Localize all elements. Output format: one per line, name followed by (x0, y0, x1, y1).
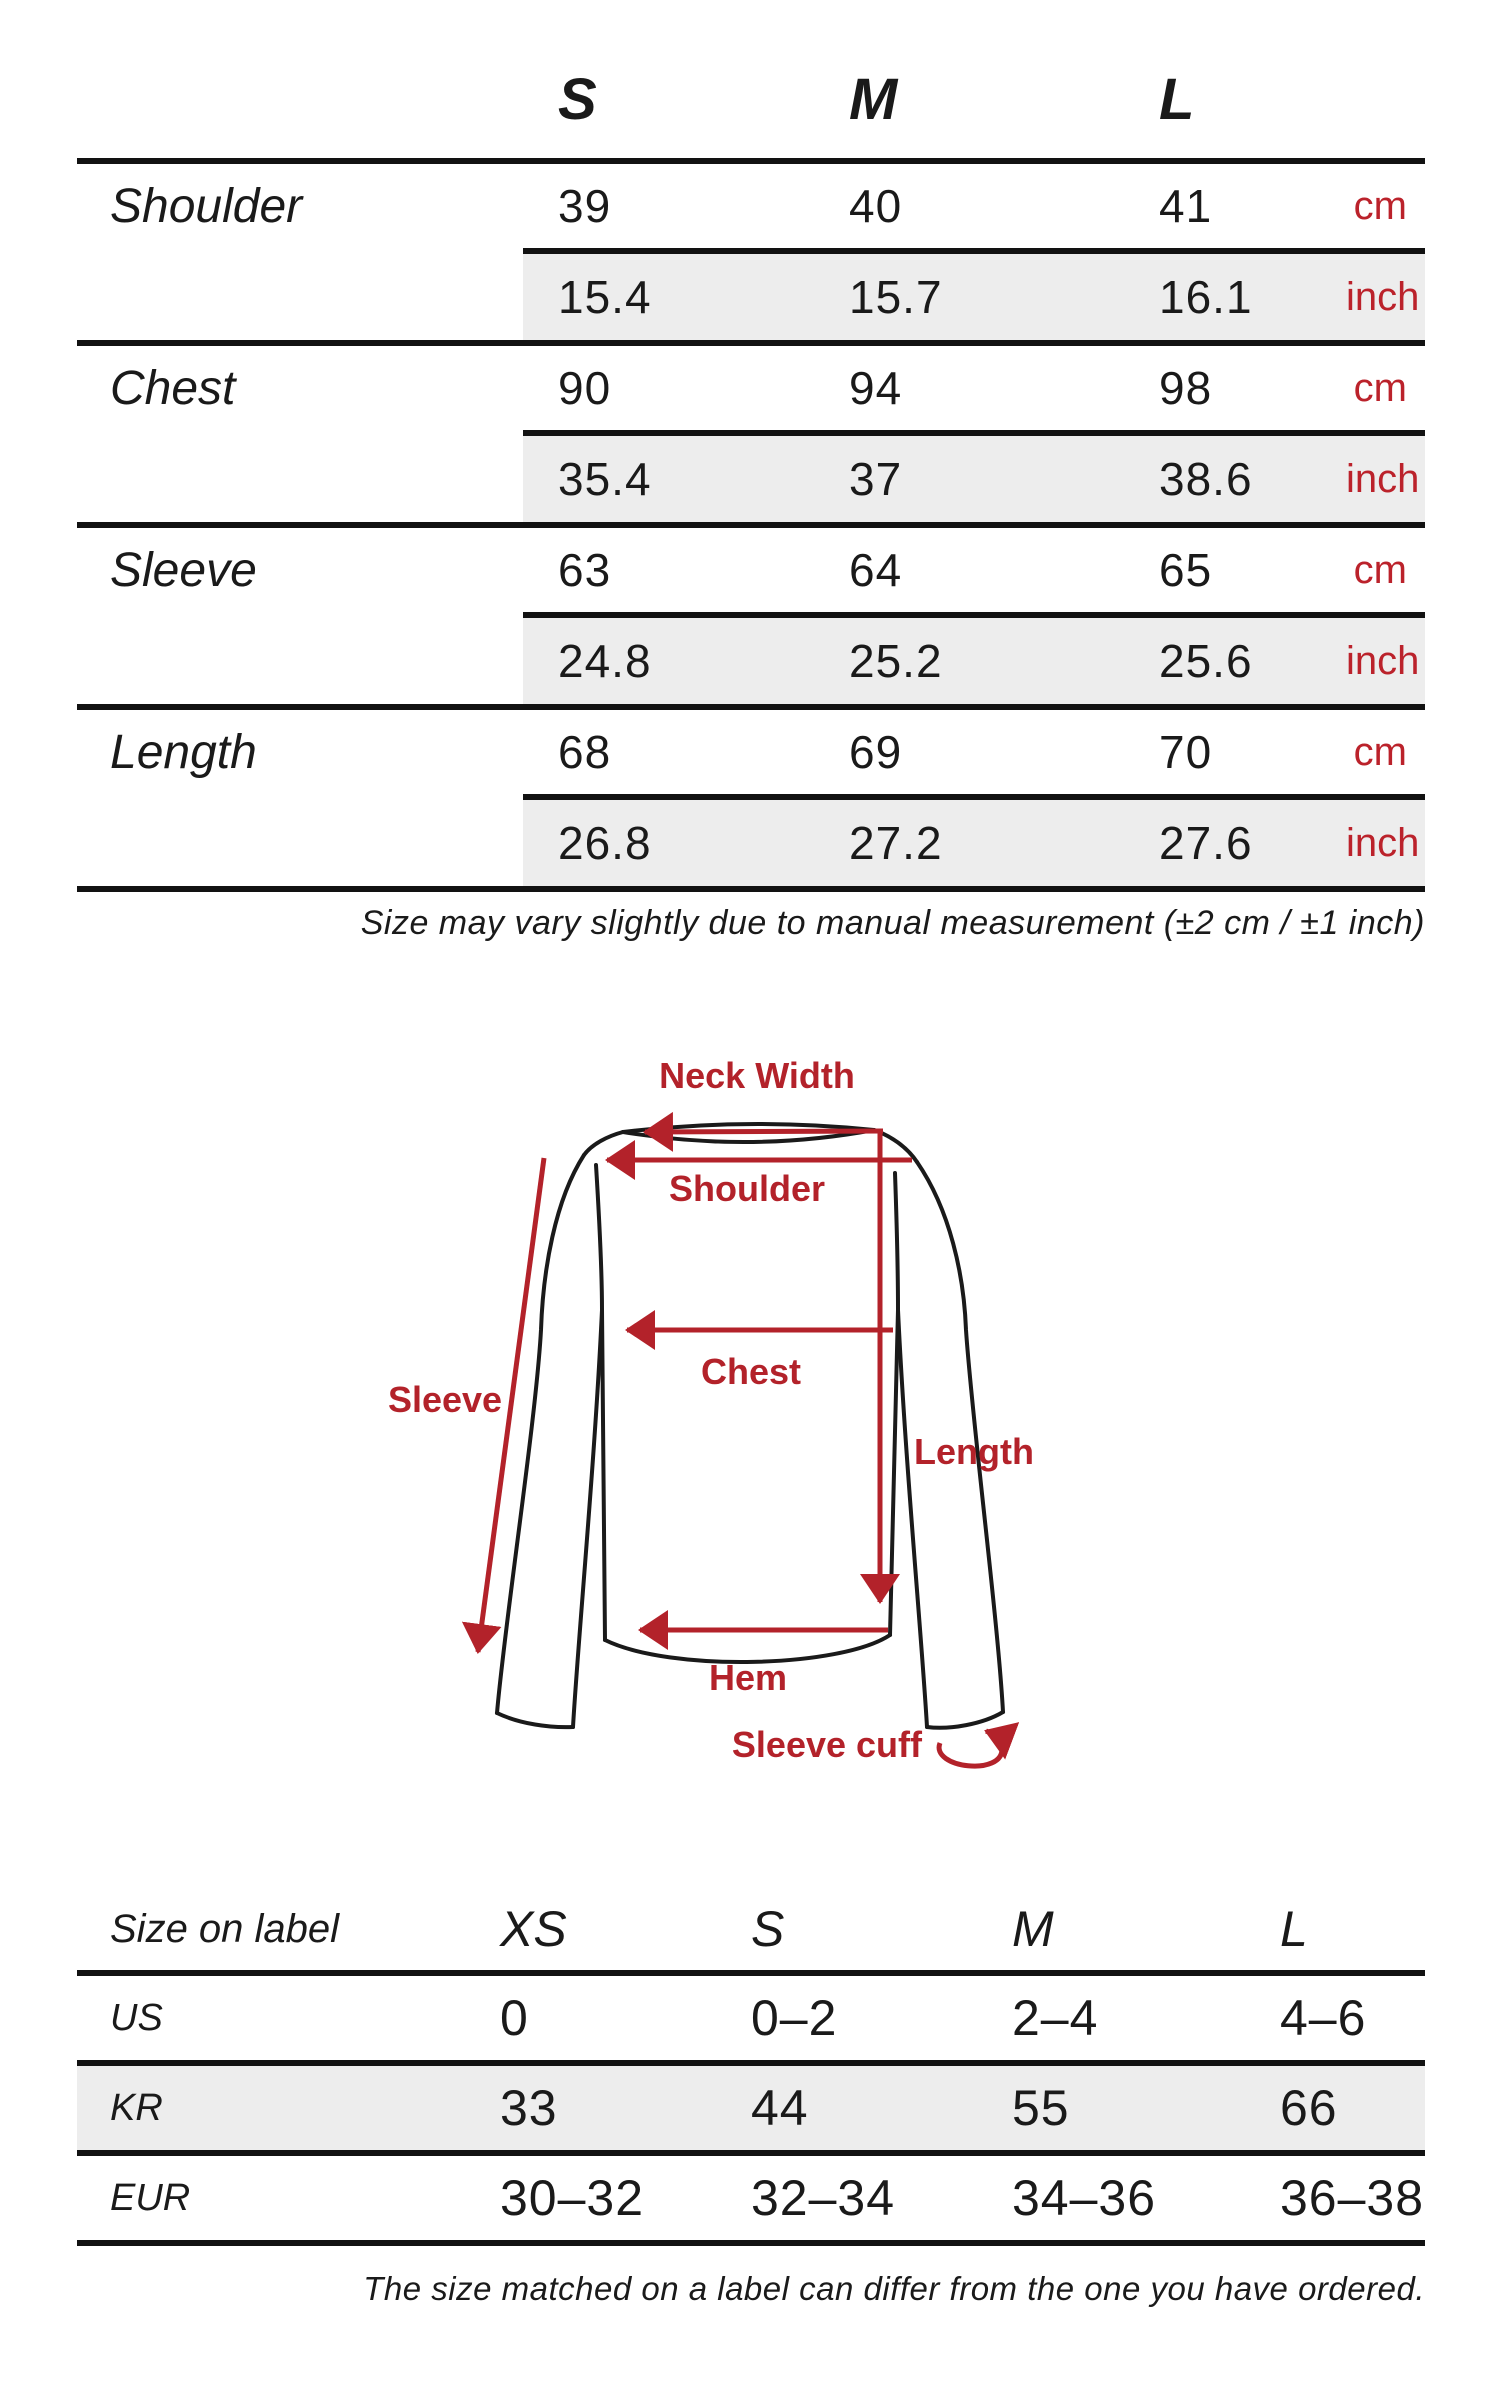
size-value-s: 44 (751, 2080, 809, 2136)
column-header-s: S (558, 66, 597, 132)
neck-width-label: Neck Width (659, 1055, 855, 1096)
size-row-group (77, 158, 1425, 340)
cm-value-m: 94 (849, 362, 903, 414)
inch-row (523, 612, 1425, 704)
length-label: Length (914, 1431, 1034, 1472)
label-table-body (77, 1970, 1425, 2240)
inch-value-m: 27.2 (849, 817, 943, 869)
cm-row (77, 346, 1425, 430)
size-value-m: 55 (1012, 2080, 1070, 2136)
garment-outline (497, 1124, 1003, 1728)
size-value-xs: 33 (500, 2080, 558, 2136)
unit-cm-label: cm (1353, 729, 1407, 774)
inch-value-l: 16.1 (1159, 271, 1253, 323)
size-row-group (77, 340, 1425, 522)
size-row-group (77, 704, 1425, 886)
size-on-label-heading: Size on label (110, 1906, 340, 1951)
cm-row (77, 710, 1425, 794)
label-note: The size matched on a label can differ from the one you have ordered. (363, 2270, 1425, 2307)
size-value-m: 34–36 (1012, 2170, 1157, 2226)
inch-value-s: 35.4 (558, 453, 652, 505)
cm-value-m: 64 (849, 544, 903, 596)
cm-value-l: 65 (1159, 544, 1213, 596)
right-armhole (895, 1173, 898, 1310)
inch-row (523, 794, 1425, 886)
inch-value-m: 37 (849, 453, 903, 505)
label-table-row (77, 1970, 1425, 2060)
cm-value-l: 41 (1159, 180, 1213, 232)
row-label: Shoulder (110, 179, 303, 233)
size-value-s: 32–34 (751, 2170, 896, 2226)
garment-diagram (250, 1040, 1250, 1820)
region-label: KR (110, 2086, 163, 2129)
cm-value-l: 98 (1159, 362, 1213, 414)
column-header-m: M (849, 66, 898, 132)
unit-inch-label: inch (1346, 820, 1420, 865)
label-column-s: S (751, 1901, 785, 1957)
region-label: EUR (110, 2176, 191, 2219)
garment-diagram-svg (250, 1040, 1250, 1820)
size-value-xs: 0 (500, 1990, 529, 2046)
inch-value-m: 25.2 (849, 635, 943, 687)
size-row-group (77, 522, 1425, 704)
size-table-body (77, 158, 1425, 886)
inch-value-m: 15.7 (849, 271, 943, 323)
hem-label: Hem (708, 1657, 788, 1698)
size-table (77, 40, 1425, 943)
unit-inch-label: inch (1346, 456, 1420, 501)
inch-row (523, 430, 1425, 522)
label-column-xs: XS (500, 1901, 567, 1957)
label-size-table (77, 1888, 1425, 2308)
chest-label: Chest (700, 1351, 802, 1392)
size-value-l: 36–38 (1280, 2170, 1425, 2226)
label-table-row (77, 2150, 1425, 2240)
cm-value-m: 69 (849, 726, 903, 778)
label-table-row (77, 2060, 1425, 2150)
cm-value-m: 40 (849, 180, 903, 232)
row-label: Chest (110, 361, 236, 415)
left-body-edge (602, 1310, 605, 1640)
left-sleeve-inner (573, 1310, 602, 1727)
size-value-m: 2–4 (1012, 1990, 1099, 2046)
inch-value-l: 27.6 (1159, 817, 1253, 869)
column-header-l: L (1159, 66, 1195, 132)
size-value-s: 0–2 (751, 1990, 838, 2046)
sleeve-cuff-swirl-arrow (939, 1731, 1002, 1766)
right-sleeve-inner (898, 1310, 927, 1727)
cm-value-s: 90 (558, 362, 612, 414)
inch-value-l: 25.6 (1159, 635, 1253, 687)
cm-value-s: 68 (558, 726, 612, 778)
inch-value-s: 26.8 (558, 817, 652, 869)
region-label: US (110, 1996, 163, 2039)
label-table-header (77, 1888, 1425, 1970)
unit-inch-label: inch (1346, 638, 1420, 683)
left-cuff-edge (497, 1713, 573, 1727)
right-body-edge (890, 1310, 898, 1635)
sleeve-cuff-label: Sleeve cuff (731, 1724, 922, 1765)
neck-width-arrow (645, 1131, 883, 1132)
cm-row (77, 164, 1425, 248)
unit-cm-label: cm (1353, 183, 1407, 228)
inch-row (523, 248, 1425, 340)
inch-value-s: 24.8 (558, 635, 652, 687)
sleeve-label: Sleeve (387, 1379, 503, 1420)
measurement-note: Size may vary slightly due to manual measurement (±2 cm / ±1 inch) (360, 904, 1425, 942)
cm-value-l: 70 (1159, 726, 1213, 778)
inch-value-s: 15.4 (558, 271, 652, 323)
left-shoulder-seam (584, 1132, 623, 1155)
row-label: Length (110, 725, 257, 779)
cm-value-s: 39 (558, 180, 612, 232)
left-armhole (596, 1165, 602, 1310)
size-value-xs: 30–32 (500, 2170, 645, 2226)
inch-value-l: 38.6 (1159, 453, 1253, 505)
cm-row (77, 528, 1425, 612)
right-cuff-edge (927, 1712, 1003, 1728)
row-label: Sleeve (110, 543, 257, 597)
size-table-header (77, 40, 1425, 158)
size-value-l: 4–6 (1280, 1990, 1367, 2046)
unit-cm-label: cm (1353, 365, 1407, 410)
unit-inch-label: inch (1346, 274, 1420, 319)
label-column-m: M (1012, 1901, 1054, 1957)
cm-value-s: 63 (558, 544, 612, 596)
label-column-l: L (1280, 1901, 1308, 1957)
shoulder-label: Shoulder (668, 1168, 826, 1209)
size-value-l: 66 (1280, 2080, 1338, 2136)
unit-cm-label: cm (1353, 547, 1407, 592)
left-sleeve-outer (497, 1155, 584, 1713)
